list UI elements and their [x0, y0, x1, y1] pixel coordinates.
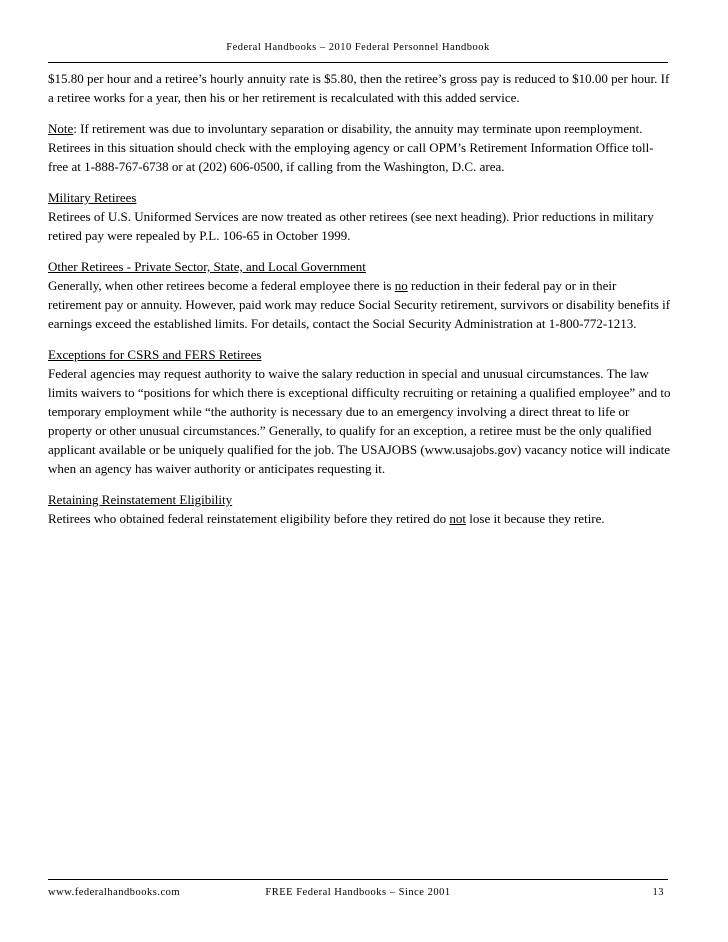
section-heading-exceptions: Exceptions for CSRS and FERS Retirees: [48, 347, 262, 362]
section-heading-other: Other Retirees - Private Sector, State, and Local Government: [48, 259, 366, 274]
page-footer: [48, 885, 668, 901]
section-military-retirees: [48, 188, 672, 245]
header-rule: [48, 62, 668, 63]
section-text-reinstatement-2: lose it because they retire.: [466, 511, 605, 526]
section-text-exceptions: Federal agencies may request authority to waive the salary reduction in special and unusual circumstances. The law limits waivers to “positions for which there is exceptional difficulty recruiting or retaining a qualified employee” and to temporary employment while “the authority is necessary due to an emergency involving a direct threat to life or property or other unusual circumstances.” Generally, to qualify for an exception, a retiree must be the only qualified applicant available or be uniquely qualified for the job. The USAJOBS (www.usajobs.gov) vacancy notice will indicate when an agency has waiver authority or anticipates requesting it.: [48, 366, 671, 476]
footer-tagline: FREE Federal Handbooks – Since 2001: [265, 887, 451, 898]
section-other-retirees: [48, 257, 672, 333]
footer-website: www.federalhandbooks.com: [48, 887, 181, 898]
section-exceptions: [48, 345, 672, 478]
section-text-reinstatement-1: Retirees who obtained federal reinstatement eligibility before they retired do: [48, 511, 450, 526]
section-text-other-1: Generally, when other retirees become a federal employee there is: [48, 278, 395, 293]
page-header: Federal Handbooks – 2010 Federal Personnel Handbook: [226, 42, 490, 53]
footer-rule: [48, 879, 668, 880]
paragraph-pay-reduction: $15.80 per hour and a retiree’s hourly annuity rate is $5.80, then the retiree’s gross pay is reduced to $10.00 per hour. If a retiree works for a year, then his or her retirement is recalculated with this added service.: [48, 71, 670, 105]
emphasis-no: no: [394, 278, 408, 293]
note-label: Note: [48, 121, 74, 136]
section-text-military: Retirees of U.S. Uniformed Services are now treated as other retirees (see next heading). Prior reductions in military retired pay were repealed by P.L. 106-65 in October 1999.: [48, 209, 654, 243]
section-heading-reinstatement: Retaining Reinstatement Eligibility: [48, 492, 233, 507]
section-text-other-2: reduction in their federal pay or in their retirement pay or annuity. However, paid work may reduce Social Security retirement, survivors or disability benefits if earnings exceed the established limits. For details, contact the Social Security Administration at 1-800-772-1213.: [48, 278, 671, 331]
emphasis-not: not: [449, 511, 467, 526]
page-body: [48, 69, 672, 540]
paragraph-note: [48, 119, 672, 176]
section-reinstatement: [48, 490, 672, 528]
page-number: 13: [652, 887, 664, 898]
section-heading-military: Military Retirees: [48, 190, 137, 205]
note-text: : If retirement was due to involuntary separation or disability, the annuity may terminate upon reemployment. Retirees in this situation should check with the employing agency or call OPM’s Retirement Information Office toll-free at 1-888-767-6738 or at (202) 606-0500, if calling from the Washington, D.C. area.: [48, 121, 654, 174]
